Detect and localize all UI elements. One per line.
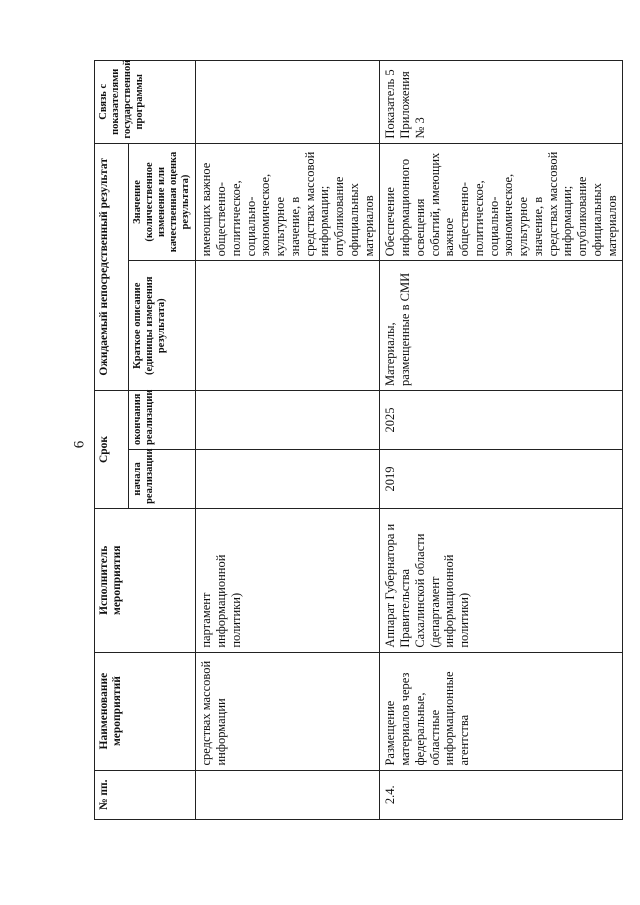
header-term: Срок xyxy=(95,391,129,509)
cell-executor: Аппарат Губернатора и Правительства Сахалинской области (департамент информационной политики) xyxy=(380,508,623,652)
header-result-desc: Краткое описание (единицы измерения результата) xyxy=(129,261,196,391)
header-link: Связь с показателями государственной программы xyxy=(95,61,196,144)
cell-name: средствах массовой информации xyxy=(196,652,380,770)
header-executor: Исполнитель мероприятия xyxy=(95,508,196,652)
header-term-end: окончания реализации xyxy=(129,391,196,450)
header-result-value: Значение (количественное изменение или качественная оценка результата) xyxy=(129,143,196,261)
cell-desc: Материалы, размещенные в СМИ xyxy=(380,261,623,391)
cell-desc xyxy=(196,261,380,391)
header-term-start: начала реализации xyxy=(129,449,196,508)
cell-name: Размещение материалов через федеральные, областные информационные агентства xyxy=(380,652,623,770)
header-num: № пп. xyxy=(95,770,196,819)
cell-start xyxy=(196,449,380,508)
cell-end: 2025 xyxy=(380,391,623,450)
cell-value: имеющих важное общественно-политическое, социально-экономическое, культурное значение, в средствах массовой информации; опубликование официальных материалов xyxy=(196,143,380,261)
page-number: 6 xyxy=(71,440,88,449)
cell-link: Показатель 5 Приложения № 3 xyxy=(380,61,623,144)
measures-table-wrapper xyxy=(94,59,619,820)
table-row xyxy=(380,61,623,820)
cell-executor: партамент информационной политики) xyxy=(196,508,380,652)
header-name: Наименование мероприятий xyxy=(95,652,196,770)
cell-num xyxy=(196,770,380,819)
cell-link xyxy=(196,61,380,144)
cell-start: 2019 xyxy=(380,449,623,508)
cell-num: 2.4. xyxy=(380,770,623,819)
header-row-1 xyxy=(95,61,129,820)
header-result: Ожидаемый непосредственный результат xyxy=(95,143,129,390)
table-row xyxy=(196,61,380,820)
cell-value: Обеспечение информационного освещения событий, имеющих важное общественно-политическое, социально-экономическое, культурное значение, в средствах массовой информации; опубликование официальных материалов xyxy=(380,143,623,261)
measures-table xyxy=(94,60,623,820)
cell-end xyxy=(196,391,380,450)
